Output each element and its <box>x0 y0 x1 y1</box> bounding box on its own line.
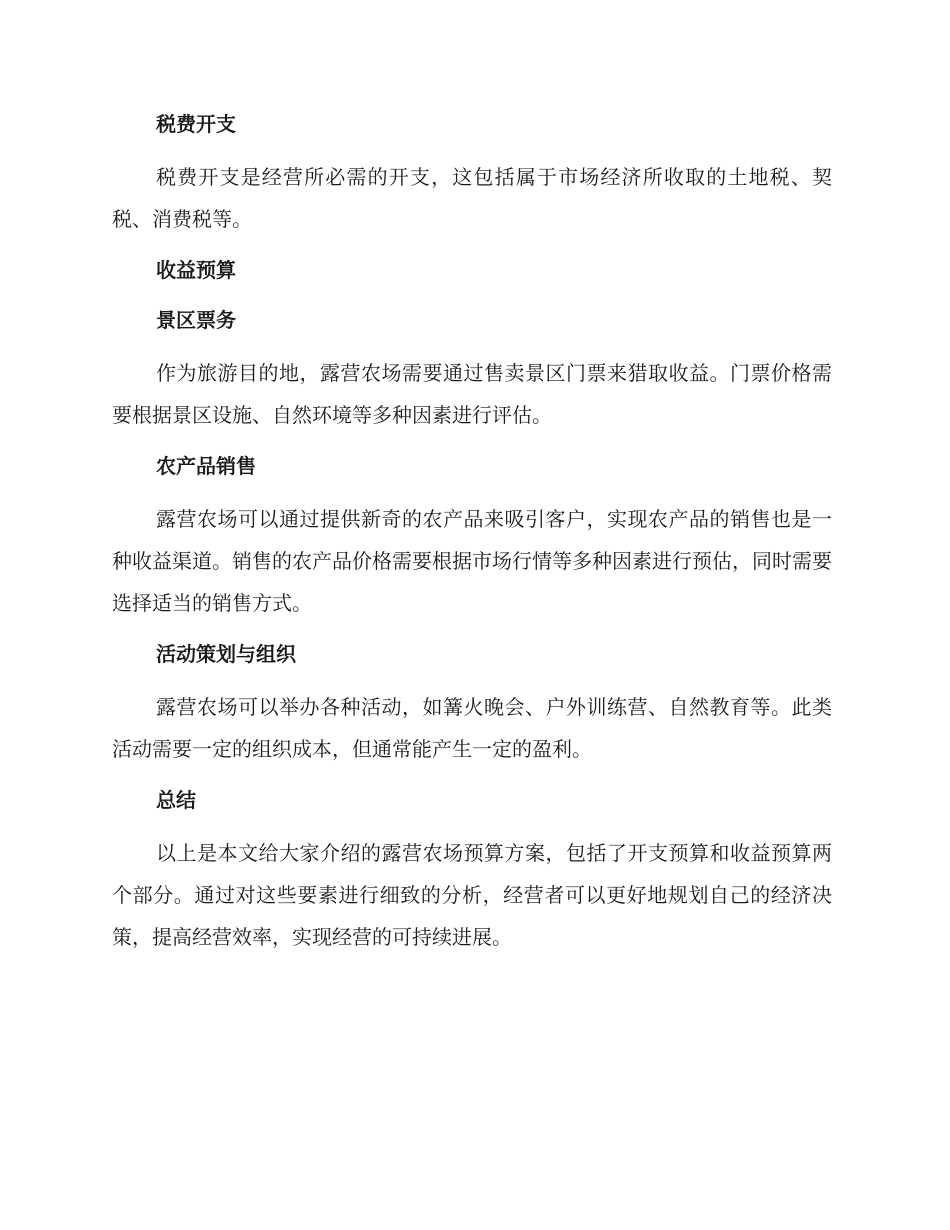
section-heading-tax-expense: 税费开支 <box>156 112 236 136</box>
section-paragraph-summary: 以上是本文给大家介绍的露营农场预算方案，包括了开支预算和收益预算两个部分。通过对这些要素进行细致的分析，经营者可以更好地规划自己的经济决策，提高经营效率，实现经营的可持续进展。 <box>112 841 832 949</box>
section-paragraph-farm-product-sales: 露营农场可以通过提供新奇的农产品来吸引客户，实现农产品的销售也是一种收益渠道。销售的农产品价格需要根据市场行情等多种因素进行预估，同时需要选择适当的销售方式。 <box>112 507 832 615</box>
section-heading-event-planning: 活动策划与组织 <box>156 642 296 666</box>
section-heading-summary: 总结 <box>156 788 196 812</box>
section-heading-farm-product-sales: 农产品销售 <box>156 454 256 478</box>
section-paragraph-event-planning: 露营农场可以举办各种活动，如篝火晚会、户外训练营、自然教育等。此类活动需要一定的组织成本，但通常能产生一定的盈利。 <box>112 695 832 761</box>
section-heading-revenue-budget: 收益预算 <box>156 258 236 282</box>
section-paragraph-tax-expense: 税费开支是经营所必需的开支，这包括属于市场经济所收取的土地税、契税、消费税等。 <box>112 165 832 231</box>
section-heading-scenic-tickets: 景区票务 <box>156 308 236 332</box>
document-page <box>112 104 832 958</box>
section-paragraph-scenic-tickets: 作为旅游目的地，露营农场需要通过售卖景区门票来猎取收益。门票价格需要根据景区设施、自然环境等多种因素进行评估。 <box>112 361 832 427</box>
